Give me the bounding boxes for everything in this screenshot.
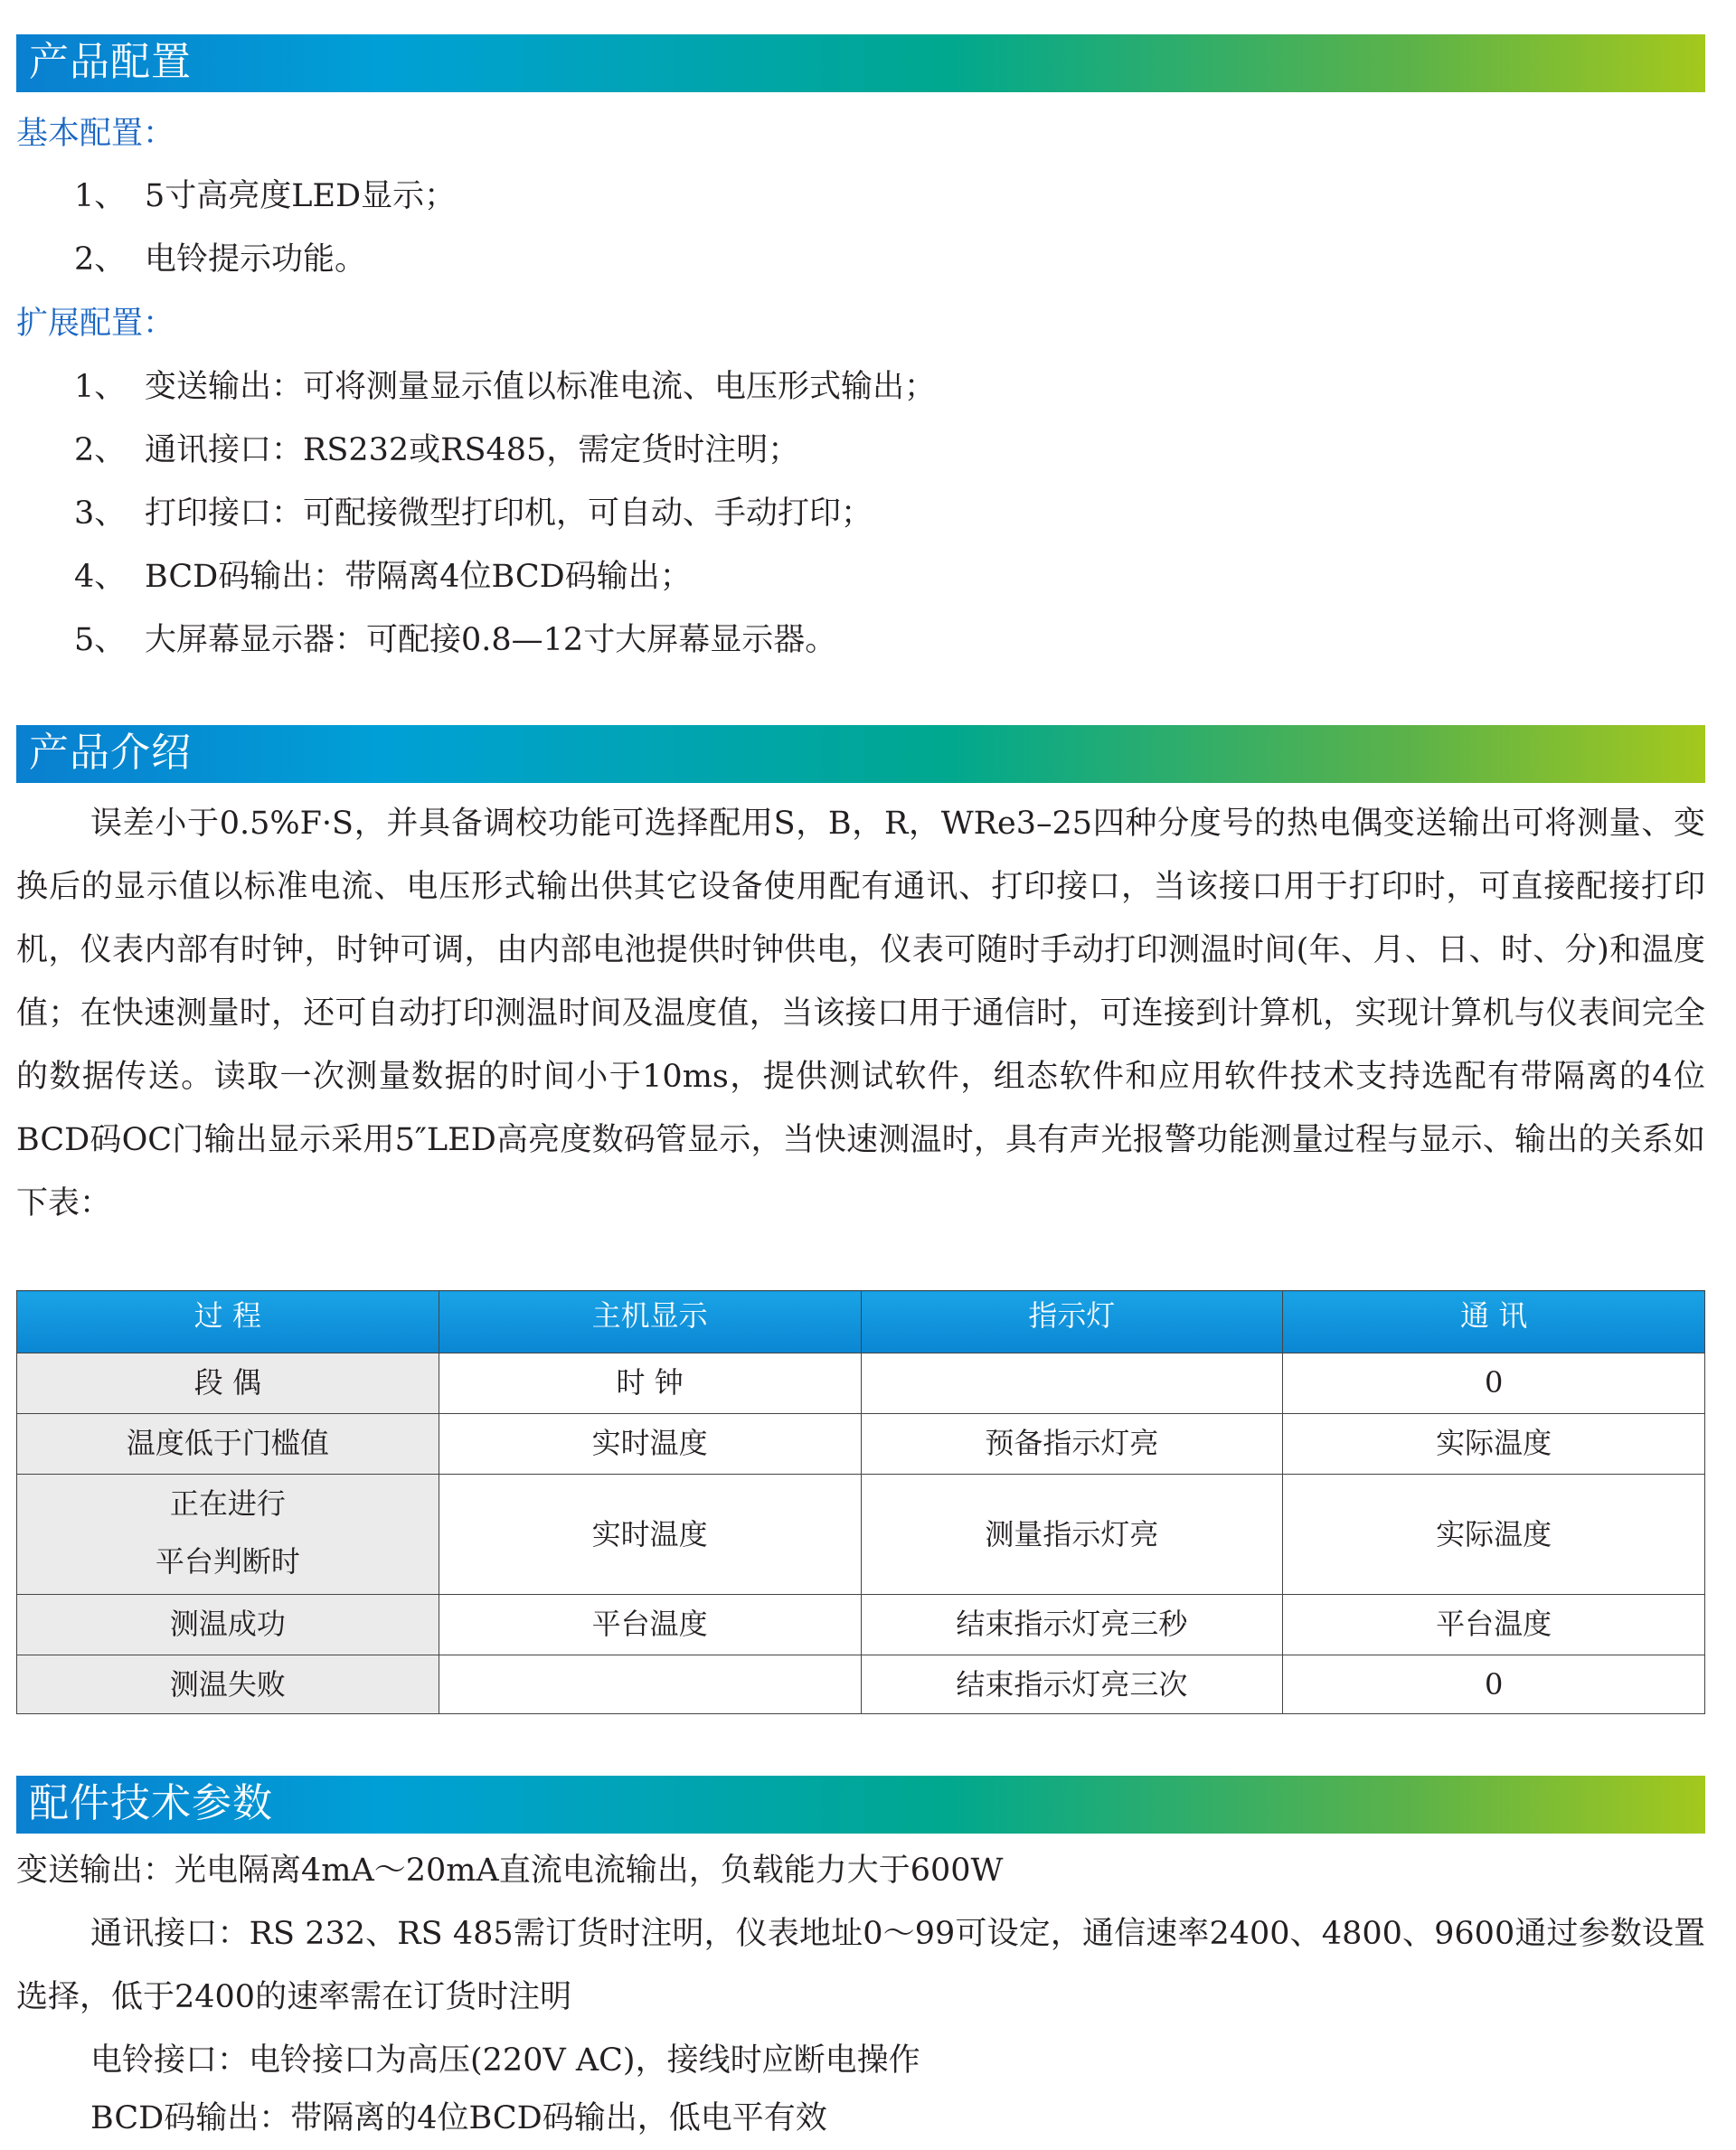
basic-config-list bbox=[74, 165, 456, 291]
section-header-tech-params bbox=[16, 1776, 1705, 1834]
table-cell: 实际温度 bbox=[1283, 1475, 1705, 1595]
table-row bbox=[17, 1655, 1705, 1714]
table-cell bbox=[17, 1475, 439, 1595]
table-row bbox=[17, 1595, 1705, 1655]
param-line-comm: 通讯接口：RS 232、RS 485需订货时注明，仪表地址0～99可设定，通信速率2400、4800、9600通过参数设置选择，低于2400的速率需在订货时注明 bbox=[16, 1916, 1705, 2015]
table-cell: 0 bbox=[1283, 1655, 1705, 1714]
section-header-product-intro bbox=[16, 725, 1705, 783]
table-cell: 预备指示灯亮 bbox=[861, 1414, 1283, 1475]
table-header-row bbox=[17, 1291, 1705, 1353]
table-cell: 实时温度 bbox=[439, 1475, 861, 1595]
table-cell: 平台温度 bbox=[1283, 1595, 1705, 1655]
table-cell: 测量指示灯亮 bbox=[861, 1475, 1283, 1595]
table-cell: 段 偶 bbox=[17, 1353, 439, 1414]
list-item: 1、 5寸高亮度LED显示； bbox=[74, 178, 457, 214]
param-line-bcd: BCD码输出：带隔离的4位BCD码输出，低电平有效 bbox=[90, 2100, 827, 2136]
table-cell: 0 bbox=[1283, 1353, 1705, 1414]
basic-config-heading: 基本配置： bbox=[16, 116, 175, 152]
param-line-transmit: 变送输出：光电隔离4mA～20mA直流电流输出，负载能力大于600W bbox=[16, 1853, 1004, 1889]
process-line: 正在进行 bbox=[169, 1486, 286, 1521]
table-cell: 实际温度 bbox=[1283, 1414, 1705, 1475]
table-cell: 测温成功 bbox=[17, 1595, 439, 1655]
table-cell bbox=[861, 1353, 1283, 1414]
table-row bbox=[17, 1475, 1705, 1595]
section-title: 产品介绍 bbox=[29, 730, 192, 776]
list-item: 4、 BCD码输出：带隔离4位BCD码输出； bbox=[74, 559, 692, 595]
table-cell: 结束指示灯亮三次 bbox=[861, 1655, 1283, 1714]
param-line-bell: 电铃接口：电铃接口为高压(220V AC)，接线时应断电操作 bbox=[90, 2042, 920, 2079]
table-cell: 平台温度 bbox=[439, 1595, 861, 1655]
process-line: 平台判断时 bbox=[155, 1544, 300, 1579]
extended-config-list bbox=[74, 355, 936, 672]
section-header-product-config bbox=[16, 34, 1705, 92]
list-item: 3、 打印接口：可配接微型打印机，可自动、手动打印； bbox=[74, 495, 873, 532]
list-item: 5、 大屏幕显示器：可配接0.8—12寸大屏幕显示器。 bbox=[74, 622, 837, 658]
table-cell: 实时温度 bbox=[439, 1414, 861, 1475]
table-cell: 结束指示灯亮三秒 bbox=[861, 1595, 1283, 1655]
extended-config-heading: 扩展配置： bbox=[16, 306, 175, 342]
list-item: 1、 变送输出：可将测量显示值以标准电流、电压形式输出； bbox=[74, 369, 937, 405]
table-cell: 测温失败 bbox=[17, 1655, 439, 1714]
list-item: 2、 电铃提示功能。 bbox=[74, 241, 367, 278]
list-item: 2、 通讯接口：RS232或RS485，需定货时注明； bbox=[74, 432, 800, 468]
intro-paragraph: 误差小于0.5%F·S，并具备调校功能可选择配用S，B，R，WRe3–25四种分度号的热电偶变送输出可将测量、变换后的显示值以标准电流、电压形式输出供其它设备使用配有通讯、打印接口，当该接口用于打印时，可直接配接打印机，仪表内部有时钟，时钟可调，由内部电池提供时钟供电，仪表可随时手动打印测温时间(年、月、日、时、分)和温度值；在快速测量时，还可自动打印测温时间及温度值，当该接口用于通信时，可连接到计算机，实现计算机与仪表间完全的数据传送。读取一次测量数据的时间小于10ms，提供测试软件，组态软件和应用软件技术支持选配有带隔离的4位BCD码OC门输出显示采用5″LED高亮度数码管显示，当快速测温时，具有声光报警功能测量过程与显示、输出的关系如下表： bbox=[16, 806, 1705, 1221]
column-header-indicator: 指示灯 bbox=[861, 1291, 1283, 1353]
process-table bbox=[16, 1290, 1705, 1714]
section-title: 配件技术参数 bbox=[29, 1780, 273, 1826]
table-cell: 温度低于门槛值 bbox=[17, 1414, 439, 1475]
table-cell: 时 钟 bbox=[439, 1353, 861, 1414]
column-header-display: 主机显示 bbox=[439, 1291, 861, 1353]
column-header-comm: 通 讯 bbox=[1283, 1291, 1705, 1353]
table-row bbox=[17, 1414, 1705, 1475]
column-header-process: 过 程 bbox=[17, 1291, 439, 1353]
section-title: 产品配置 bbox=[29, 39, 192, 85]
table-cell bbox=[439, 1655, 861, 1714]
table-row bbox=[17, 1353, 1705, 1414]
